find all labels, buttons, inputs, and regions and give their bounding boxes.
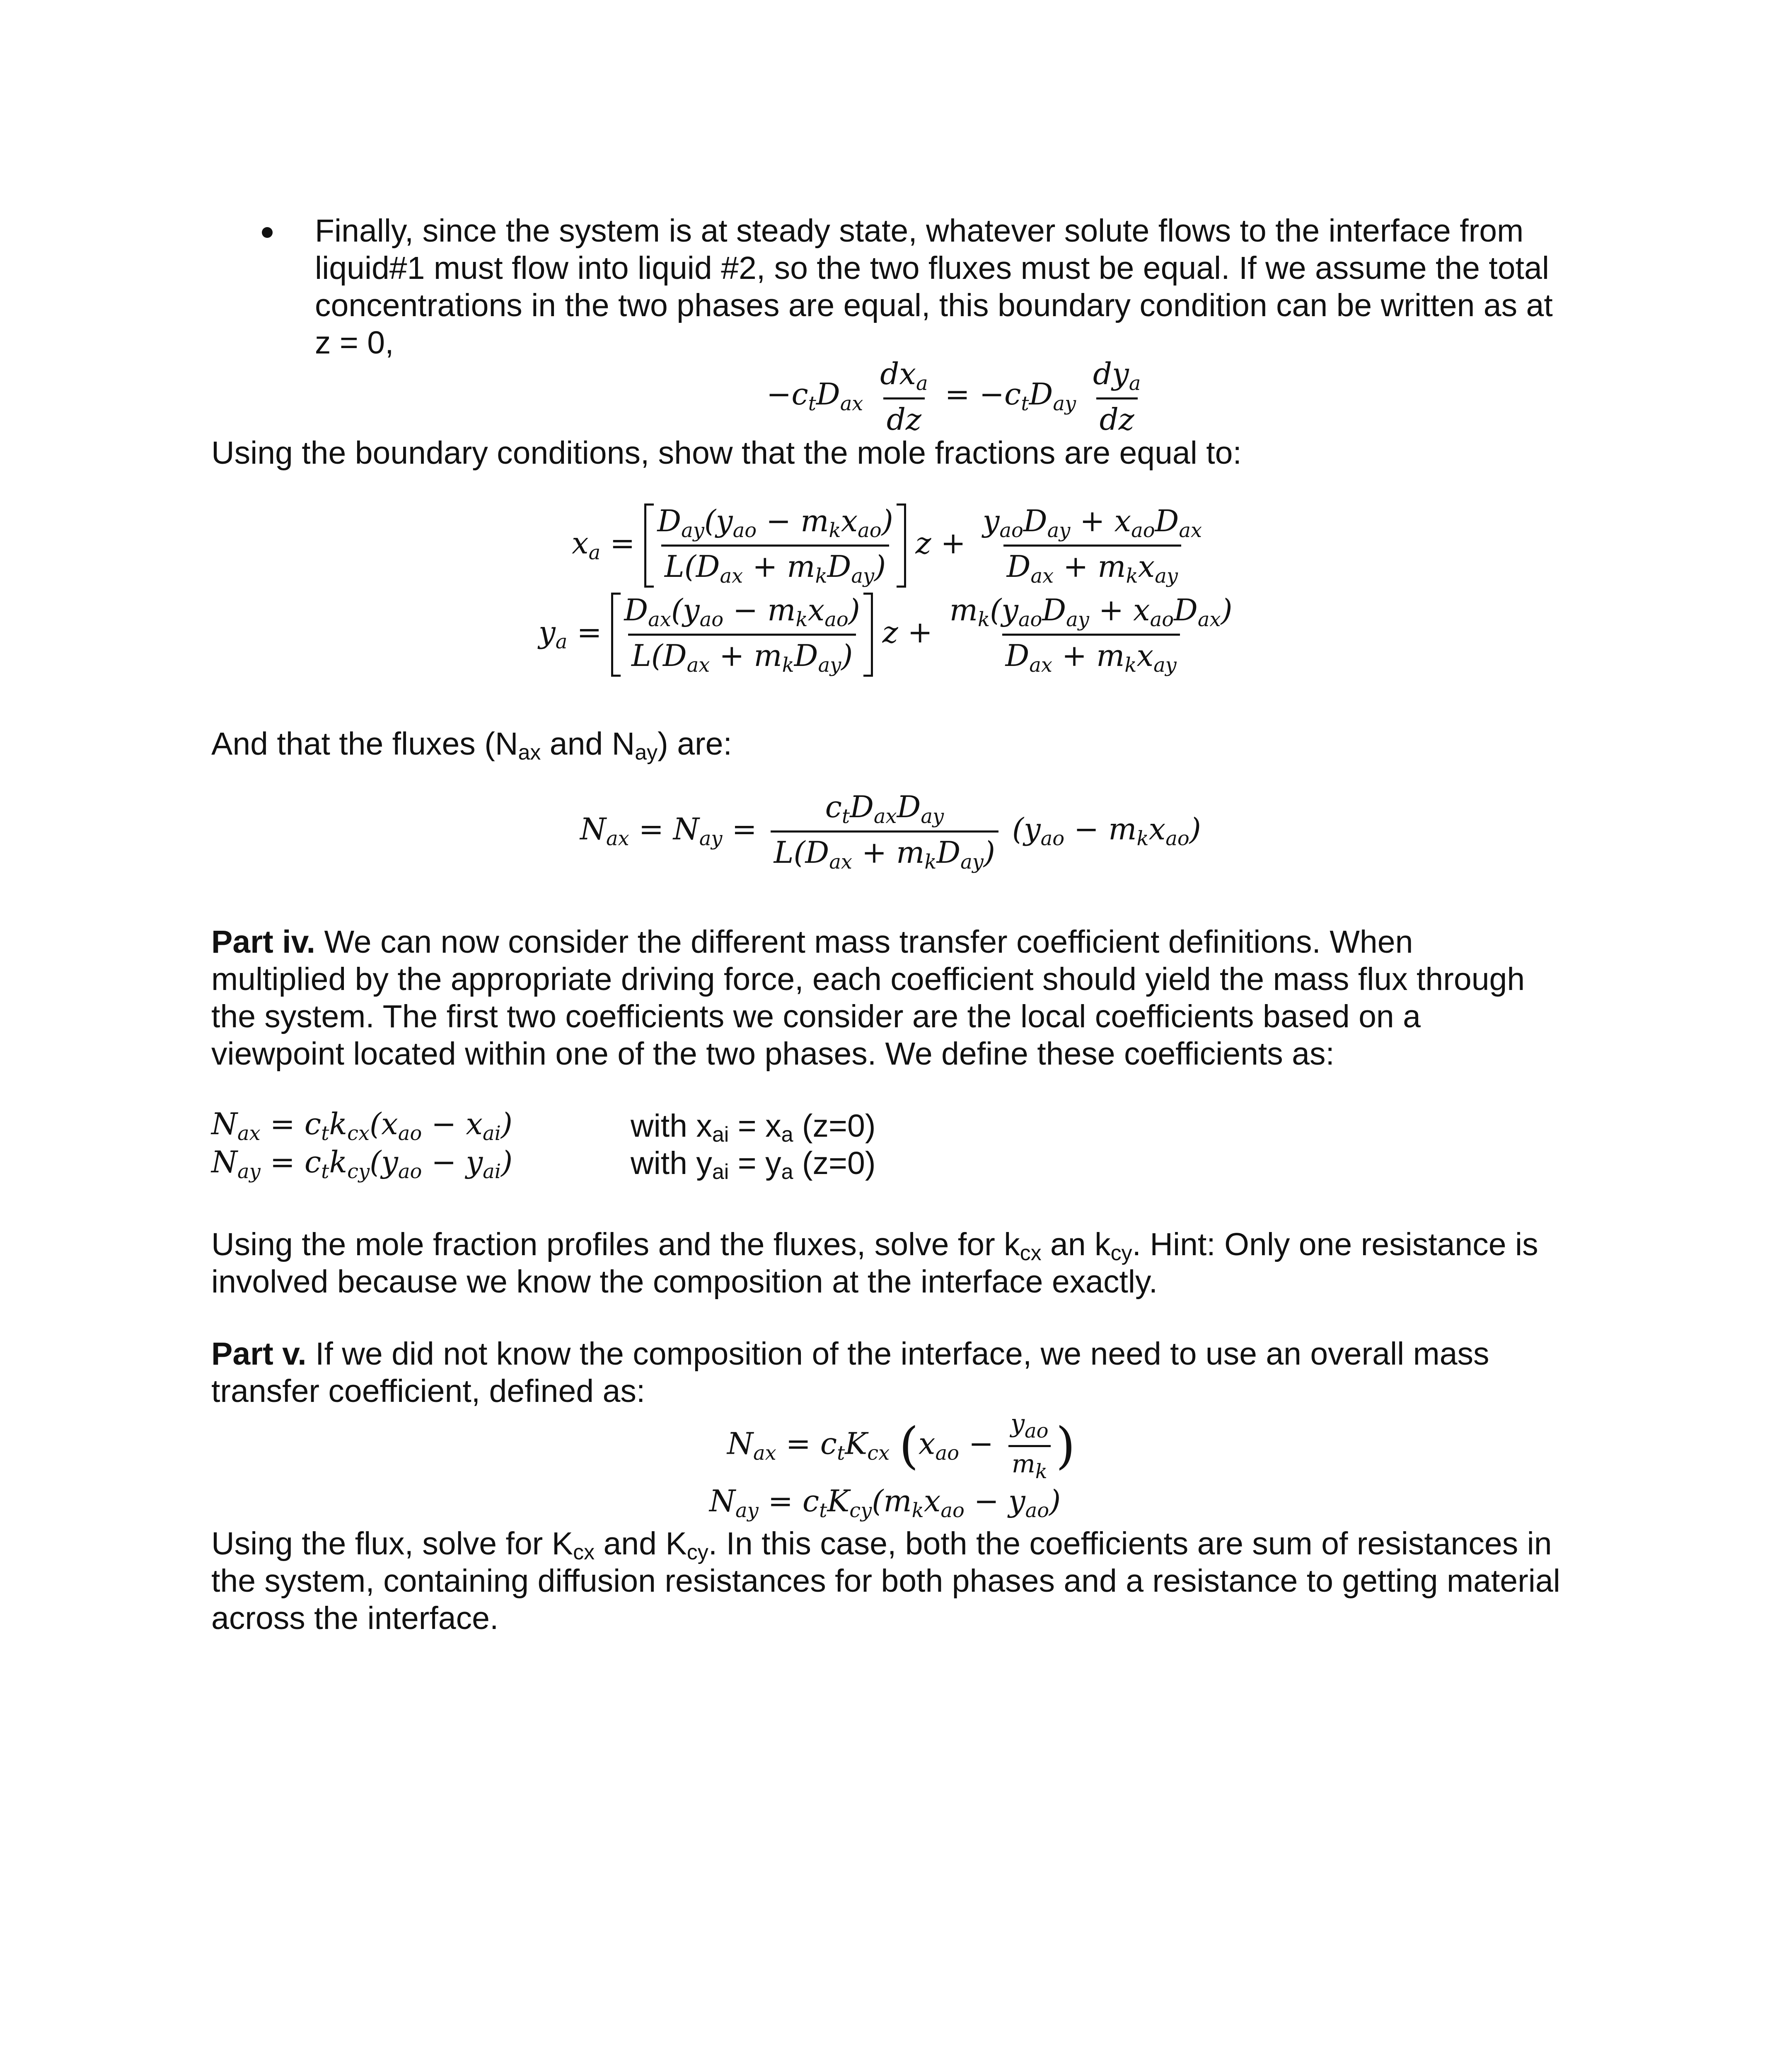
- ya-equation: $y_a$ = $\frac{D_{ax}(y_{ao} - m_kx_{ao})}{L(D_{ax} + m_kD_{ay})}$ z + $\frac{m_k(y_{ao}D_{ay} + x_{ao}D_{ax})}{D_{ax} + m_kx_{ay}}$: [539, 593, 1233, 677]
- solve-overall-line-3: across the interface.: [211, 1600, 499, 1636]
- bullet-line-4: z = 0,: [315, 325, 394, 361]
- bullet-line-3: concentrations in the two phases are equal, this boundary condition can be written as at: [315, 288, 1553, 323]
- solve-local-line-2: involved because we know the composition at the interface exactly.: [211, 1264, 1158, 1300]
- part-v-line-1: Part v. If we did not know the composition of the interface, we need to use an overall mass: [211, 1336, 1489, 1372]
- solve-local-line-1: Using the mole fraction profiles and the fluxes, solve for kcx an kcy. Hint: Only one resistance is: [211, 1227, 1538, 1265]
- show-mole-fractions-text: Using the boundary conditions, show that the mole fractions are equal to:: [211, 435, 1242, 471]
- local-eq-condition-1: with xai = xa (z=0): [631, 1108, 876, 1147]
- part-iv-line-3: the system. The first two coefficients we consider are the local coefficients based on a: [211, 999, 1421, 1034]
- bullet-point: [262, 227, 273, 238]
- boundary-equation: $-c_tD_{ax}$ $\frac{dx_a}{dz}$ = $-c_tD_{ay}$ $\frac{dy_a}{dz}$: [766, 356, 1141, 437]
- overall-eq-nax: $N_{ax} = c_tK_{cx}$ ($x_{ao}$ − $\frac{y_{ao}}{m_k}$ ): [727, 1409, 1076, 1483]
- solve-overall-line-2: the system, containing diffusion resistances for both phases and a resistance to getting material: [211, 1563, 1560, 1599]
- local-eq-nay: $N_{ay} = c_tk_{cy}(y_{ao} - y_{ai})$: [211, 1145, 513, 1183]
- part-iv-line-1: Part iv. We can now consider the different mass transfer coefficient definitions. When: [211, 924, 1413, 960]
- part-iv-line-2: multiplied by the appropriate driving force, each coefficient should yield the mass flux through: [211, 961, 1525, 997]
- solve-overall-line-1: Using the flux, solve for Kcx and Kcy. In this case, both the coefficients are sum of resistances in: [211, 1526, 1552, 1564]
- fluxes-text: And that the fluxes (Nax and Nay) are:: [211, 726, 732, 765]
- bullet-line-2: liquid#1 must flow into liquid #2, so the two fluxes must be equal. If we assume the total: [315, 250, 1549, 286]
- overall-eq-nay: $N_{ay} = c_tK_{cy}(m_kx_{ao} - y_{ao})$: [709, 1484, 1061, 1522]
- part-v-line-2: transfer coefficient, defined as:: [211, 1373, 645, 1409]
- flux-equation: $N_{ax} = N_{ay}$ = $\frac{c_tD_{ax}D_{ay}}{L(D_{ax} + m_kD_{ay})}$ $(y_{ao} - m_kx_{ao})$: [580, 789, 1201, 874]
- local-eq-condition-2: with yai = ya (z=0): [631, 1145, 876, 1184]
- xa-equation: $x_a$ = $\frac{D_{ay}(y_{ao} - m_kx_{ao})}{L(D_{ax} + m_kD_{ay})}$ z + $\frac{y_{ao}D_{ay} + x_{ao}D_{ax}}{D_{ax} + m_kx_{ay}}$: [572, 503, 1202, 588]
- local-eq-nax: $N_{ax} = c_tk_{cx}(x_{ao} - x_{ai})$: [211, 1106, 513, 1145]
- part-iv-line-4: viewpoint located within one of the two phases. We define these coefficients as:: [211, 1036, 1334, 1072]
- bullet-line-1: Finally, since the system is at steady state, whatever solute flows to the interface from: [315, 213, 1524, 249]
